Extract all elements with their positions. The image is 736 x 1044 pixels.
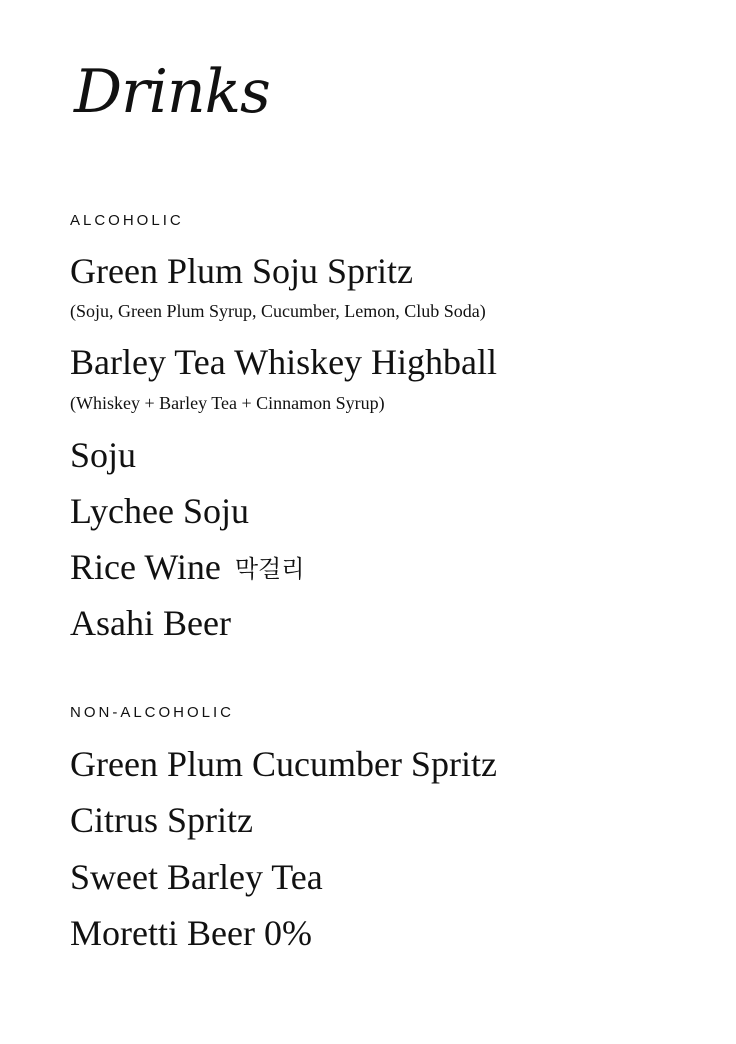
menu-item-name: Rice Wine: [70, 547, 221, 587]
menu-item-green-plum-soju-spritz: Green Plum Soju Spritz: [70, 251, 413, 291]
menu-item-asahi-beer: Asahi Beer: [70, 603, 231, 643]
page-title: Drinks: [74, 57, 270, 127]
menu-item-sweet-barley-tea: Sweet Barley Tea: [70, 857, 323, 897]
menu-item-soju: Soju: [70, 435, 137, 475]
menu-item-moretti-beer-0: Moretti Beer 0%: [70, 913, 312, 953]
menu-item-barley-tea-whiskey-highball: Barley Tea Whiskey Highball: [70, 342, 498, 382]
menu-item-description: (Whiskey + Barley Tea + Cinnamon Syrup): [70, 393, 385, 413]
menu-item-lychee-soju: Lychee Soju: [70, 491, 249, 531]
section-label-non-alcoholic: NON-ALCOHOLIC: [70, 704, 235, 721]
menu-item-rice-wine: [70, 545, 304, 593]
menu-item-korean-name: 막걸리: [234, 555, 305, 583]
menu-item-green-plum-cucumber-spritz: Green Plum Cucumber Spritz: [70, 744, 497, 784]
menu-item-description: (Soju, Green Plum Syrup, Cucumber, Lemon, Club Soda): [70, 301, 486, 321]
section-label-alcoholic: ALCOHOLIC: [70, 212, 184, 229]
menu-item-citrus-spritz: Citrus Spritz: [70, 800, 254, 840]
